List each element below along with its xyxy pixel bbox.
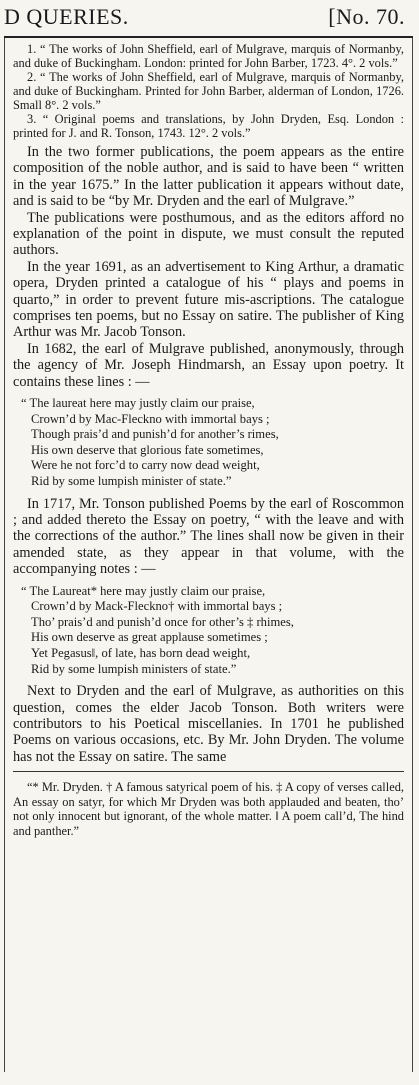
paragraph: The publications were posthumous, and as the editors afford no explanation of the point in dispute, we must consult the reputed authors. xyxy=(13,209,404,259)
reference-item: 2. “ The works of John Sheffield, earl of Mulgrave, marquis of Normanby, and duke of Buckingham. Printed for John Barber, alderman of London, 1726. Small 8°. 2 vols.” xyxy=(13,70,404,112)
reference-item: 3. “ Original poems and translations, by John Dryden, Esq. London : printed for J. and R. Tonson, 1743. 12°. 2 vols.” xyxy=(13,112,404,140)
paragraph: In the two former publications, the poem appears as the entire composition of the noble author, and is said to have been “ written in the year 1675.” In the latter publication it appears without date, and is said to be “by Mr. Dryden and the earl of Mulgrave.” xyxy=(13,144,404,210)
verse-quotation xyxy=(13,396,404,490)
footnotes xyxy=(13,771,404,838)
verse-line: Crown’d by Mack-Fleckno† with immortal bays ; xyxy=(31,599,283,614)
footnote-text: “* Mr. Dryden. † A famous satyrical poem of his. ‡ A copy of verses called, An essay on satyr, for which Mr Dryden was both applauded and beaten, tho’ not only innocent but ignorant, of the whole matter. ‖ A poem call’d, The hind and panther.” xyxy=(13,780,404,839)
paragraph: In the year 1691, as an advertisement to King Arthur, a dramatic opera, Dryden printed a catalogue of his “ plays and poems in quarto,” in order to prevent future mis-ascriptions. The catalogue comprises ten poems, but no Essay on satire. The publisher of King Arthur was Mr. Jacob Tonson. xyxy=(13,258,404,341)
verse-line: His own deserve as great applause sometimes ; xyxy=(31,630,268,645)
text-column xyxy=(4,38,413,1072)
verse-line: Yet Pegasus‖, of late, has born dead weight, xyxy=(31,646,251,661)
verse-line: His own deserve that glorious fate sometimes, xyxy=(31,442,264,457)
reference-list xyxy=(13,42,404,140)
verse-line: Were he not forc’d to carry now dead weight, xyxy=(31,458,260,473)
verse-line: Crown’d by Mac-Fleckno with immortal bays ; xyxy=(31,411,270,426)
paragraph: In 1717, Mr. Tonson published Poems by the earl of Roscommon ; and added thereto the Essay on poetry, “ with the leave and with the corrections of the author.” The lines shall now be given in their amended state, as they appear in that volume, with the accompanying notes : — xyxy=(13,495,404,578)
verse-line: “ The laureat here may justly claim our praise, xyxy=(21,396,255,411)
paragraph: Next to Dryden and the earl of Mulgrave, as authorities on this question, comes the elder Jacob Tonson. Both writers were contributors to his Poetical miscellanies. In 1701 he published Poems on various occasions, etc. By Mr. John Dryden. The volume has not the Essay on satire. The same xyxy=(13,683,404,765)
reference-item: 1. “ The works of John Sheffield, earl of Mulgrave, marquis of Normanby, and duke of Buckingham. London: printed for John Barber, 1723. 4°. 2 vols.” xyxy=(13,42,404,70)
article-body xyxy=(13,144,404,765)
verse-quotation-amended xyxy=(13,584,404,678)
issue-number: [No. 70. xyxy=(328,4,405,29)
paragraph: In 1682, the earl of Mulgrave published, anonymously, through the agency of Mr. Joseph Hindmarsh, an Essay upon poetry. It contains these lines : — xyxy=(13,340,404,390)
running-title: D QUERIES. xyxy=(4,4,129,29)
verse-line: Though prais’d and punish’d for another’s rimes, xyxy=(31,427,279,442)
verse-line: Rid by some lumpish ministers of state.” xyxy=(31,661,237,676)
verse-line: Rid by some lumpish minister of state.” xyxy=(31,474,232,489)
running-header xyxy=(4,4,413,34)
verse-line: “ The Laureat* here may justly claim our praise, xyxy=(21,583,266,598)
verse-line: Tho’ prais’d and punish’d once for other’s ‡ rhimes, xyxy=(31,614,294,629)
